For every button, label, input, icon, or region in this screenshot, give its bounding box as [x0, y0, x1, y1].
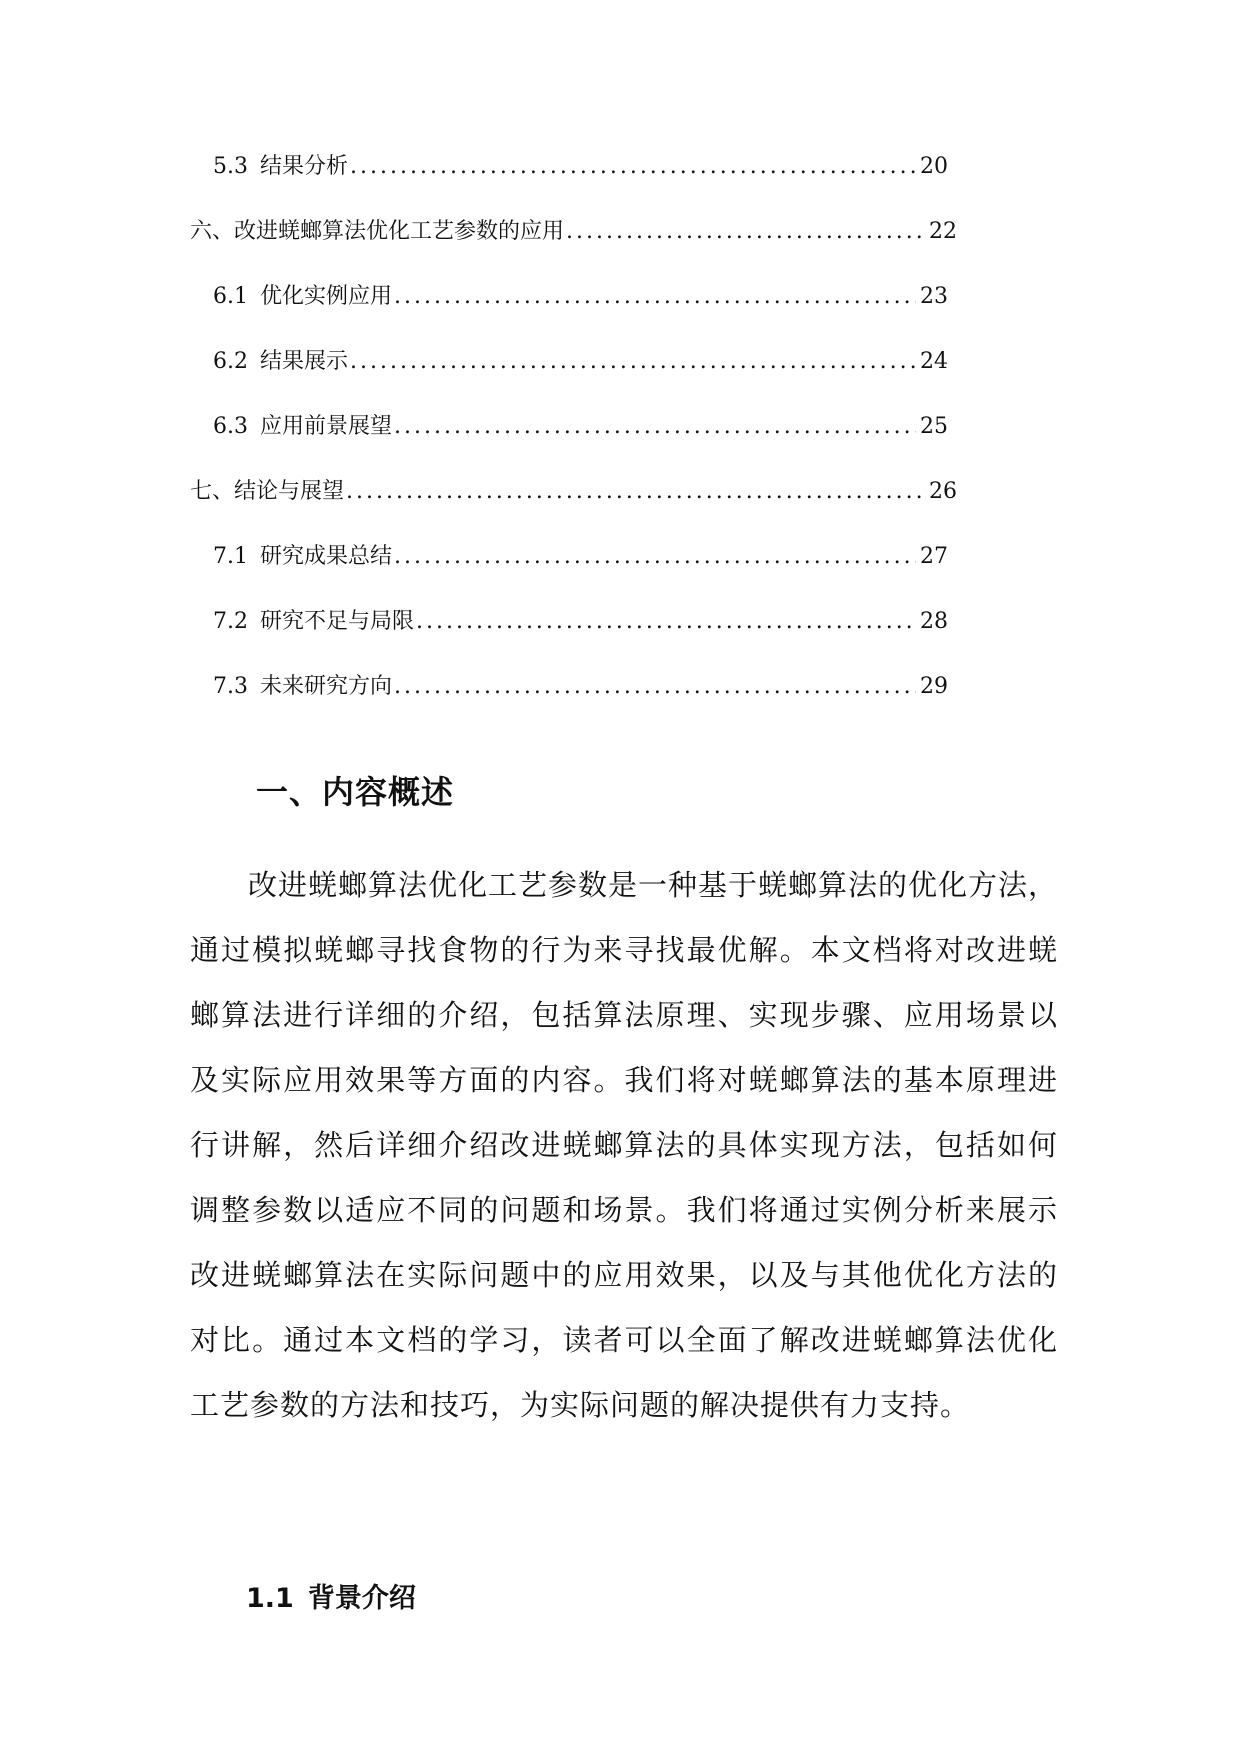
toc-entry-5-3[interactable]	[213, 152, 948, 182]
toc-leader-dots	[394, 412, 916, 442]
toc-entry-number: 6.3	[213, 414, 248, 439]
toc-entry-6-2[interactable]	[213, 347, 948, 377]
section-paragraph: 改进蜣螂算法优化工艺参数是一种基于蜣螂算法的优化方法，通过模拟蜣螂寻找食物的行为来寻找最优解。本文档将对改进蜣螂算法进行详细的介绍，包括算法原理、实现步骤、应用场景以及实际应用效果等方面的内容。我们将对蜣螂算法的基本原理进行讲解，然后详细介绍改进蜣螂算法的具体实现方法，包括如何调整参数以适应不同的问题和场景。我们将通过实例分析来展示改进蜣螂算法在实际问题中的应用效果，以及与其他优化方法的对比。通过本文档的学习，读者可以全面了解改进蜣螂算法优化工艺参数的方法和技巧，为实际问题的解决提供有力支持。	[190, 868, 1059, 1422]
toc-entry-page: 22	[929, 219, 957, 244]
toc-entry-number: 6.2	[213, 349, 248, 374]
toc-entry-title: 研究不足与局限	[260, 609, 415, 634]
section-heading: 一、内容概述	[256, 773, 455, 811]
toc-entry-page: 26	[929, 479, 957, 504]
toc-entry-title: 结果分析	[260, 154, 349, 179]
toc-leader-dots	[394, 542, 916, 572]
toc-entry-chapter-7[interactable]	[190, 477, 957, 507]
toc-entry-title: 结论与展望	[234, 479, 345, 504]
toc-entry-page: 23	[920, 284, 948, 309]
toc-entry-title: 结果展示	[260, 349, 349, 374]
toc-entry-7-3[interactable]	[213, 672, 948, 702]
toc-entry-page: 28	[920, 609, 948, 634]
toc-entry-number: 七、	[190, 479, 235, 504]
toc-entry-title: 改进蜣螂算法优化工艺参数的应用	[234, 219, 565, 244]
subsection-title: 背景介绍	[307, 1583, 416, 1614]
toc-entry-6-3[interactable]	[213, 412, 948, 442]
toc-entry-number: 7.2	[213, 609, 248, 634]
toc-entry-number: 7.1	[213, 544, 248, 569]
toc-entry-6-1[interactable]	[213, 282, 948, 312]
toc-entry-page: 29	[920, 674, 948, 699]
subsection-number: 1.1	[246, 1583, 294, 1614]
toc-leader-dots	[350, 347, 916, 377]
toc-leader-dots	[346, 477, 925, 507]
toc-entry-7-1[interactable]	[213, 542, 948, 572]
toc-leader-dots	[350, 152, 916, 182]
toc-entry-number: 7.3	[213, 674, 248, 699]
toc-entry-number: 6.1	[213, 284, 248, 309]
toc-leader-dots	[416, 607, 916, 637]
toc-entry-title: 研究成果总结	[260, 544, 393, 569]
toc-entry-page: 20	[920, 154, 948, 179]
toc-entry-page: 27	[920, 544, 948, 569]
toc-entry-page: 24	[920, 349, 948, 374]
toc-entry-number: 六、	[190, 219, 235, 244]
subsection-heading	[246, 1581, 416, 1617]
toc-leader-dots	[394, 672, 916, 702]
toc-leader-dots	[394, 282, 916, 312]
toc-entry-page: 25	[920, 414, 948, 439]
toc-leader-dots	[566, 217, 925, 247]
toc-entry-title: 未来研究方向	[260, 674, 393, 699]
toc-entry-title: 优化实例应用	[260, 284, 393, 309]
toc-entry-7-2[interactable]	[213, 607, 948, 637]
toc-entry-title: 应用前景展望	[260, 414, 393, 439]
toc-entry-number: 5.3	[213, 154, 248, 179]
toc-entry-chapter-6[interactable]	[190, 217, 957, 247]
